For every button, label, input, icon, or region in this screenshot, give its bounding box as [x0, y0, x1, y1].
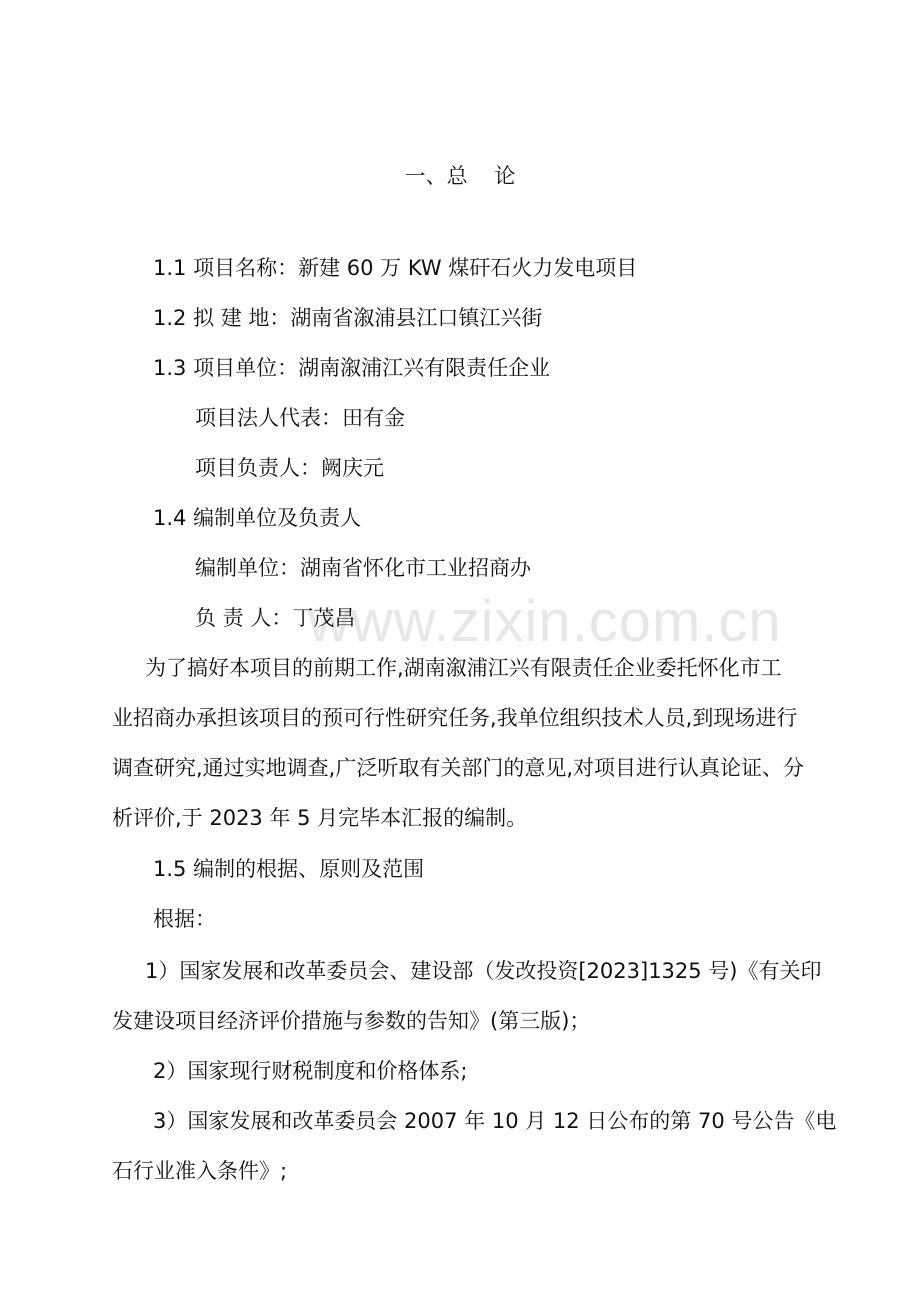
project-manager: 项目负责人：阙庆元 [195, 456, 384, 480]
item-1-5-basis: 1.5 编制的根据、原则及范围 [153, 857, 425, 881]
section-title: 一、总 论 [404, 164, 516, 188]
basis-item-1-line-1: 1）国家发展和改革委员会、建设部（发改投资[2023]1325 号)《有关印 [145, 959, 822, 983]
paragraph-line-2: 业招商办承担该项目的预可行性研究任务,我单位组织技术人员,到现场进行 [112, 706, 798, 730]
basis-item-3-line-1: 3）国家发展和改革委员会 2007 年 10 月 12 日公布的第 70 号公告《电 [153, 1109, 837, 1133]
basis-item-1-line-2: 发建设项目经济评价措施与参数的告知》(第三版)； [112, 1009, 591, 1033]
watermark-text: www.zixin.com.cn [308, 589, 782, 654]
person-in-charge: 负 责 人：丁茂昌 [195, 606, 356, 630]
paragraph-line-1: 为了搞好本项目的前期工作,湖南溆浦江兴有限责任企业委托怀化市工 [145, 656, 782, 680]
basis-item-3-line-2: 石行业准入条件》; [112, 1159, 288, 1183]
item-1-1-project-name: 1.1 项目名称：新建 60 万 KW 煤矸石火力发电项目 [153, 256, 638, 280]
item-1-2-site: 1.2 拟 建 地：湖南省溆浦县江口镇江兴街 [153, 306, 543, 330]
paragraph-line-3: 调查研究,通过实地调查,广泛听取有关部门的意见,对项目进行认真论证、分 [112, 756, 805, 780]
item-1-4-compiler: 1.4 编制单位及负责人 [153, 506, 362, 530]
basis-item-2: 2）国家现行财税制度和价格体系; [153, 1059, 468, 1083]
item-1-3-project-unit: 1.3 项目单位：湖南溆浦江兴有限责任企业 [153, 356, 551, 380]
paragraph-line-4: 析评价,于 2023 年 5 月完毕本汇报的编制。 [112, 806, 528, 830]
basis-label: 根据： [153, 907, 216, 931]
compiling-unit: 编制单位：湖南省怀化市工业招商办 [195, 556, 531, 580]
legal-representative: 项目法人代表：田有金 [195, 406, 405, 430]
